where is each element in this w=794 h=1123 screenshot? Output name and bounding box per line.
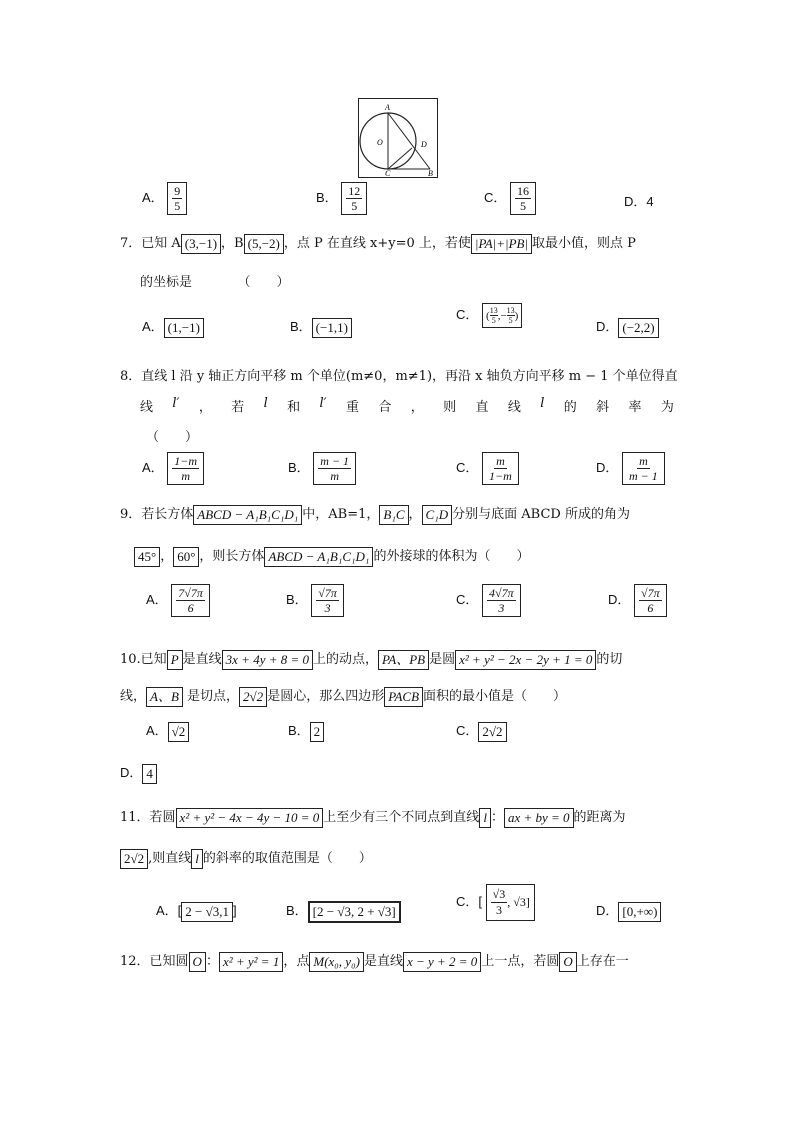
q8-line2-word: ， [410,400,424,415]
q7-option-c[interactable]: C． ( 13 5 ,− $\frac{13}{5}$ ) [456,303,522,328]
q8-line2-word: 合 [378,400,392,415]
q8-stem-line3: （ ） [146,430,199,445]
q10-option-d[interactable]: D． 4 [120,762,157,784]
q8-line2-word: 若 [231,400,245,415]
q8-line2-word: 率 [628,400,642,415]
q9-stem-line1: 9．若长方体 ABCD − A₁B₁C₁D₁ 中，AB=1， B₁C ， C₁D 分别与底面 ABCD 所成的角为 [120,503,630,525]
q11-option-a[interactable]: A．[ 2 − √3,1 ] [156,900,237,922]
q8-stem-line2 [140,396,674,415]
q11-stem-line1: 11．若圆 x² + y² − 4x − 4y − 10 = 0 上至少有三个不同点到直线 l ： ax + by = 0 的距离为 [120,806,626,828]
q6-option-a[interactable]: A． $\frac{9}{5}$ [142,182,187,215]
q7-stem-line2: 的坐标是 （ ） [140,275,290,290]
q8-line2-word: 和 [287,400,301,415]
q12-stem-line1: 12．已知圆 O ： x² + y² = 1 ，点 M(x₀, y₀) 是直线 x − y + 2 = 0 上一点，若圆 O 上存在一 [120,950,629,972]
q10-stem-line1: 10.已知 P 是直线 3x + 4y + 8 = 0 上的动点， PA、PB 是圆 x² + y² − 2x − 2y + 1 = 0 的切 [120,648,622,670]
q8-line2-word: l [263,396,268,411]
label-b: B [428,169,433,177]
q8-option-d[interactable]: D． $\frac{m}{m - 1}$ [596,452,665,485]
label-c: C [385,169,391,177]
q9-option-b[interactable]: B． $\frac{√7\pi}{3}$ [286,584,344,617]
q8-line2-word: 斜 [596,400,610,415]
q8-line2-word: l [540,396,545,411]
q8-stem-line1: 8．直线 l 沿 y 轴正方向平移 m 个单位(m≠0，m≠1)，再沿 x 轴负方向平移 m − 1 个单位得直 [120,369,678,384]
q10-stem-line2: 线， A、B 是切点， 2√2 是圆心，那么四边形 PACB 面积的最小值是（ ） [120,685,566,707]
q8-line2-word: 线 [140,400,154,415]
label-a: A [385,103,390,112]
q8-option-b[interactable]: B． $\frac{m - 1}{m}$ [288,452,356,485]
q8-option-c[interactable]: C． $\frac{m}{1-m}$ [456,452,519,485]
q7-option-b[interactable]: B． (−1,1) [290,316,352,338]
q10-option-b[interactable]: B． 2 [288,720,324,742]
q6-option-d[interactable]: D．4 [624,194,654,209]
q10-option-c[interactable]: C． 2√2 [456,720,507,742]
label-d: D [421,140,427,149]
label-o: O [377,138,383,147]
q8-option-a[interactable]: A． $\frac{1-m}{m}$ [142,452,204,485]
geometry-figure [358,98,438,178]
q8-line2-word: 直 [475,400,489,415]
q9-option-d[interactable]: D． $\frac{√7\pi}{6}$ [608,584,667,617]
circle-triangle-diagram [359,99,437,177]
q8-line2-word: 则 [443,400,457,415]
q11-option-c[interactable]: C．[ √3 3 , √3] [456,884,535,921]
q8-line2-word: l′ [319,396,327,411]
q11-stem-line2: 2√2 ,则直线 l 的斜率的取值范围是（ ） [120,847,372,869]
q6-option-c[interactable]: C． $\frac{16}{5}$ [484,182,536,215]
q8-line2-word: 线 [507,400,521,415]
q6-option-b[interactable]: B． $\frac{12}{5}$ [316,182,367,215]
q7-option-a[interactable]: A． (1,−1) [142,316,204,338]
q11-option-d[interactable]: D． [0,+∞) [596,900,661,922]
q8-line2-word: 为 [660,400,674,415]
q8-line2-word: 重 [345,400,359,415]
q9-option-c[interactable]: C． $\frac{4√7\pi}{3}$ [456,584,521,617]
q8-line2-word: ， [198,400,212,415]
q9-option-a[interactable]: A． $\frac{7√7\pi}{6}$ [146,584,210,617]
q10-option-a[interactable]: A． √2 [146,720,189,742]
q9-stem-line2: 45° ， 60° ，则长方体 ABCD − A₁B₁C₁D₁ 的外接球的体积为（ ） [134,545,529,567]
q7-option-d[interactable]: D． (−2,2) [596,316,659,338]
q8-line2-word: l′ [172,396,180,411]
q11-option-b[interactable]: B． [2 − √3, 2 + √3] [286,900,401,923]
q8-line2-word: 的 [563,400,577,415]
q7-stem-line1: 7．已知 A (3,−1) ，B (5,−2) ，点 P 在直线 x+y=0 上，若使 |PA|+|PB| 取最小值，则点 P [120,232,636,254]
